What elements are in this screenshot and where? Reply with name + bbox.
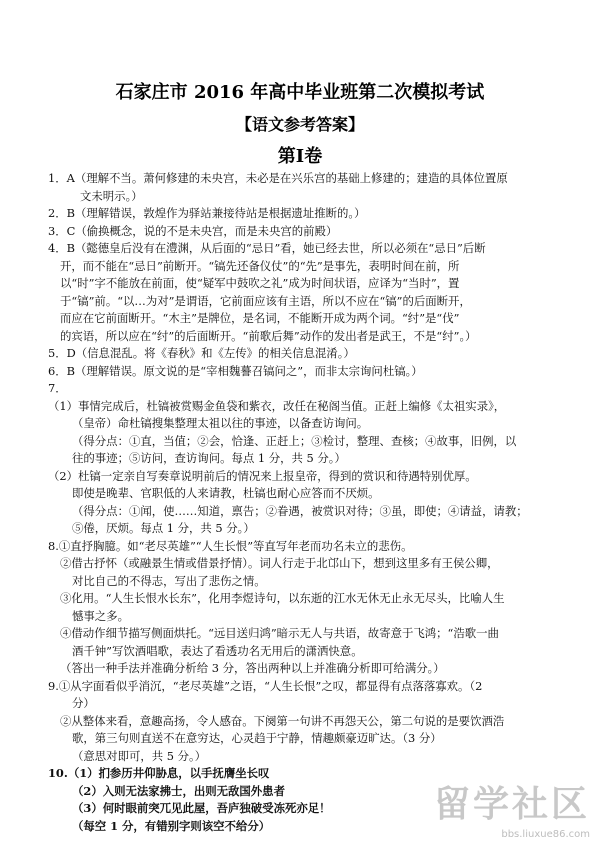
answer-line: ②借古抒怀（或融景生情或借景抒情）。词人行走于北邙山下，想到这里多有王侯公卿， [60, 556, 499, 570]
answer-line: （3）何时眼前突兀见此屋，吾庐独破受冻死亦足！ [72, 801, 331, 815]
answer-line: （得分点：①闻，使……知道，禀告；②眷遇，被赏识对待；③虽，即使；④请益，请教； [72, 503, 528, 518]
answer-line: 7． [48, 381, 67, 395]
answer-line: （意思对即可，共 5 分。） [72, 748, 207, 763]
answer-line: ③化用。“人生长恨水长东”，化用李煜诗句，以东逝的江水无休无止永无尽头，比喻人生 [60, 591, 505, 605]
answer-line: 8.①直抒胸臆。如“老尽英雄”“人生长恨”等直写年老而功名未立的悲伤。 [48, 538, 413, 553]
answer-line: （每空 1 分，有错别字则该空不给分） [72, 818, 271, 833]
watermark-url: bbs.liuxue86.com [501, 829, 590, 840]
answer-line: 2．B（理解错误，敦煌作为驿站兼接待站是根据遗址推断的。） [48, 206, 366, 220]
answer-line: 5．D（信息混乱。将《春秋》和《左传》的相关信息混淆。） [48, 346, 355, 360]
answer-line: 歌，第三句则直送不在意穷达，心灵趋于宁静，情趣颇豪迈旷达。（3 分） [72, 731, 442, 745]
answer-line: （2）杜镐一定亲自写奏章说明前后的情况来上报皇帝，得到的赏识和待遇特别优厚。 [48, 468, 477, 483]
answer-key-heading: 【语文参考答案】 [235, 115, 364, 134]
answer-line: 文未明示。） [80, 188, 143, 203]
answer-line: （1）事情完成后，杜镐被赏赐金鱼袋和紫衣，改任在秘阁当值。正赶上编修《太祖实录》， [48, 398, 506, 413]
watermark-brand: 留学社区 [434, 784, 591, 825]
answer-line: 于“镐”前。“以…为对”是谓语，它前面应该有主语，所以不应在“镐”的后面断开， [60, 293, 471, 308]
answer-line: 1．A（理解不当。萧何修建的未央宫，未必是在兴乐宫的基础上修建的；建造的具体位置原 [48, 171, 508, 185]
answer-line: （2）入则无法家拂士，出则无敌国外患者 [72, 783, 285, 798]
answer-line: 10.（1）扪参历井仰胁息，以手抚膺坐长叹 [48, 766, 270, 780]
answer-line: 分） [72, 696, 95, 710]
answer-line: （皇帝）命杜镐搜集整理太祖以往的事迹，以备查访询问。 [72, 416, 369, 430]
answer-line: （答出一种手法并准确分析给 3 分，答出两种以上并准确分析即可给满分。） [60, 661, 445, 675]
answer-line: 酒千钟”写饮酒唱歌，表达了看透功名无用后的潇洒快意。 [72, 643, 363, 658]
answer-line: 以“时”字不能放在前面，使“疑军中鼓吹之礼”成为时间状语，应译为“当时”，置 [60, 276, 460, 290]
answer-line: 而应在它前面断开。“木主”是牌位，是名词，不能断开成为两个词。“纣”是“伐” [60, 311, 460, 325]
answer-line: （得分点：①直，当值；②会，恰逢、正赶上；③检讨，整理、查核；④故事，旧例，以 [72, 433, 517, 448]
answer-line: 6．B（理解错误。原文说的是“宰相魏謩召镐问之”，而非太宗询问杜镐。） [48, 363, 423, 378]
site-watermark-logo [424, 774, 594, 844]
section-heading: 第Ⅰ卷 [277, 146, 323, 167]
answer-line: 的宾语，所以应在“纣”的后面断开。“前歌后舞”动作的发出者是武王，不是“纣”。） [60, 328, 477, 343]
answer-body [48, 170, 568, 835]
answer-line: ②从整体来看，意趣高扬，令人感奋。下阕第一句讲不再怨天公，第二句说的是要饮酒浩 [60, 713, 505, 728]
answer-line: 开，而不能在“忌日”前断开。“镐先还备仪仗”的“先”是事先，表明时间在前，所 [60, 258, 460, 273]
exam-title: 石家庄市 2016 年高中毕业班第二次模拟考试 [115, 82, 485, 103]
answer-line: ④借动作细节描写侧面烘托。“远目送归鸿”暗示无人与共语，故寄意于飞鸿；“浩歌一曲 [60, 626, 499, 640]
answer-line: 往的事迹；⑤访问，查访询问。每点 1 分，共 5 分。） [72, 451, 346, 465]
answer-line: 对比自己的不得志，写出了悲伤之情。 [72, 573, 266, 588]
answer-line: 4．B（懿德皇后没有在澧渊，从后面的“忌日”看，她已经去世，所以必须在“忌日”后断 [48, 241, 486, 255]
answer-line: ⑤倦，厌烦。每点 1 分，共 5 分。） [72, 521, 255, 535]
answer-line: 3．C（偷换概念，说的不是未央宫，而是未央宫的前殿） [48, 223, 338, 238]
answer-line: 憾事之多。 [72, 608, 129, 623]
answer-line: 9.①从字面看似乎消沉，“老尽英雄”之语，“人生长恨”之叹，都显得有点落落寡欢。（2 [48, 678, 483, 693]
answer-line: 即使是晚辈、官职低的人来请教，杜镐也耐心应答而不厌烦。 [72, 486, 380, 500]
